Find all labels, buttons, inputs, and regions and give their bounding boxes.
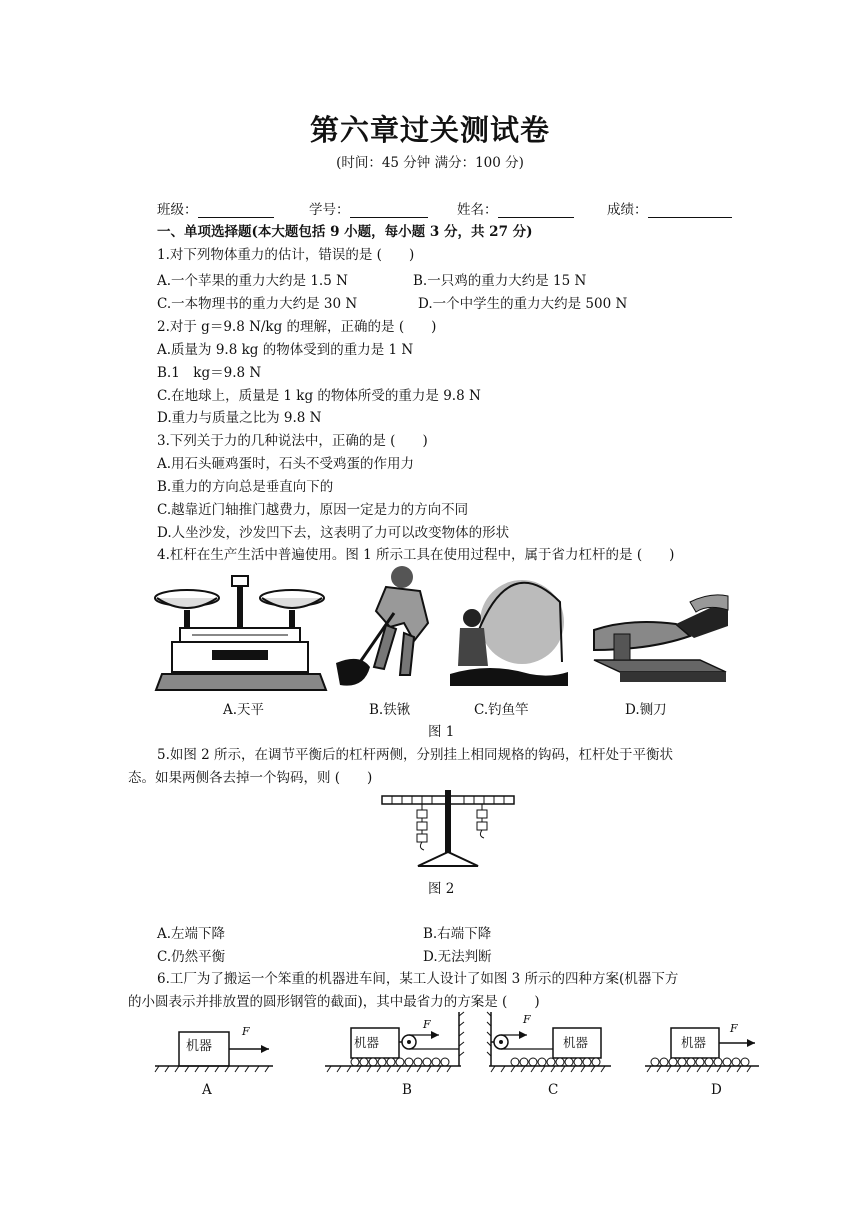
question-2-stem: 2.对于 g＝9.8 N/kg 的理解，正确的是 ( ) [157, 319, 437, 335]
figure-1-label-c: C.钓鱼竿 [474, 702, 529, 718]
question-3-option-c: C.越靠近门轴推门越费力，原因一定是力的方向不同 [157, 502, 469, 518]
exam-subtitle: (时间：45 分钟 满分：100 分) [336, 155, 524, 171]
question-3-option-d: D.人坐沙发，沙发凹下去，这表明了力可以改变物体的形状 [157, 525, 510, 541]
question-1-stem: 1.对下列物体重力的估计，错误的是 ( ) [157, 247, 415, 263]
figure-1-label-d: D.铡刀 [625, 702, 667, 718]
question-5-option-c: C.仍然平衡 [157, 949, 226, 965]
name-field[interactable]: 姓名： [457, 198, 574, 218]
question-5-option-a: A.左端下降 [157, 926, 226, 942]
question-2-option-d: D.重力与质量之比为 9.8 N [157, 410, 322, 426]
scheme-b-force-label: F [423, 1018, 431, 1031]
page-title: 第六章过关测试卷 [309, 113, 550, 147]
question-5-stem-line-1: 5.如图 2 所示，在调节平衡后的杠杆两侧，分别挂上相同规格的钩码，杠杆处于平衡状 [157, 747, 674, 763]
section-heading: 一、单项选择题(本大题包括 9 小题，每小题 3 分，共 27 分) [157, 224, 533, 240]
figure-1-label-b: B.铁锹 [369, 702, 411, 718]
scheme-c-label: C [548, 1082, 559, 1098]
fishing-rod-illustration [450, 562, 568, 694]
question-4-stem: 4.杠杆在生产生活中普遍使用。图 1 所示工具在使用过程中，属于省力杠杆的是 ( ) [157, 547, 675, 563]
question-1-option-b: B.一只鸡的重力大约是 15 N [413, 273, 587, 289]
scheme-d-force-label: F [730, 1022, 738, 1035]
question-3-option-a: A.用石头砸鸡蛋时，石头不受鸡蛋的作用力 [157, 456, 415, 472]
scheme-d-machine-label: 机器 [681, 1035, 707, 1050]
score-field[interactable]: 成绩： [607, 198, 732, 218]
scheme-d-label: D [711, 1082, 722, 1098]
shovel-illustration [330, 563, 438, 693]
question-5-stem-line-2: 态。如果两侧各去掉一个钩码，则 ( ) [128, 770, 373, 786]
figure-2-caption: 图 2 [428, 881, 455, 897]
scheme-a-force-label: F [242, 1025, 250, 1038]
scheme-a-label: A [202, 1082, 212, 1098]
question-2-option-a: A.质量为 9.8 kg 的物体受到的重力是 1 N [157, 342, 414, 358]
guillotine-cutter-illustration [590, 590, 728, 692]
question-5-option-b: B.右端下降 [423, 926, 492, 942]
question-2-option-c: C.在地球上，质量是 1 kg 的物体所受的重力是 9.8 N [157, 388, 481, 404]
question-5-option-d: D.无法判断 [423, 949, 492, 965]
question-1-option-a: A.一个苹果的重力大约是 1.5 N [157, 273, 348, 289]
figure-1-caption: 图 1 [428, 724, 455, 740]
figure-1-label-a: A.天平 [223, 702, 265, 718]
scheme-b-machine-label: 机器 [354, 1035, 380, 1050]
question-6-stem-line-1: 6.工厂为了搬运一个笨重的机器进车间，某工人设计了如图 3 所示的四种方案(机器下方 [157, 971, 679, 987]
class-field[interactable]: 班级： [157, 198, 274, 218]
question-3-option-b: B.重力的方向总是垂直向下的 [157, 479, 334, 495]
scheme-c-machine-label: 机器 [563, 1035, 589, 1050]
student-id-field[interactable]: 学号： [309, 198, 428, 218]
lever-illustration [378, 790, 518, 870]
question-1-option-d: D.一个中学生的重力大约是 500 N [418, 296, 628, 312]
question-2-option-b: B.1 kg＝9.8 N [157, 365, 262, 381]
scheme-b-diagram [325, 1012, 465, 1076]
scheme-a-machine-label: 机器 [186, 1039, 213, 1054]
scheme-c-diagram [487, 1012, 613, 1076]
question-1-option-c: C.一本物理书的重力大约是 30 N [157, 296, 358, 312]
question-3-stem: 3.下列关于力的几种说法中，正确的是 ( ) [157, 433, 428, 449]
scheme-b-label: B [402, 1082, 412, 1098]
scheme-c-force-label: F [523, 1013, 531, 1026]
question-6-stem-line-2: 的小圆表示并排放置的圆形钢管的截面)，其中最省力的方案是 ( ) [128, 994, 540, 1010]
balance-illustration [152, 568, 330, 696]
scheme-a-diagram [155, 1018, 277, 1076]
